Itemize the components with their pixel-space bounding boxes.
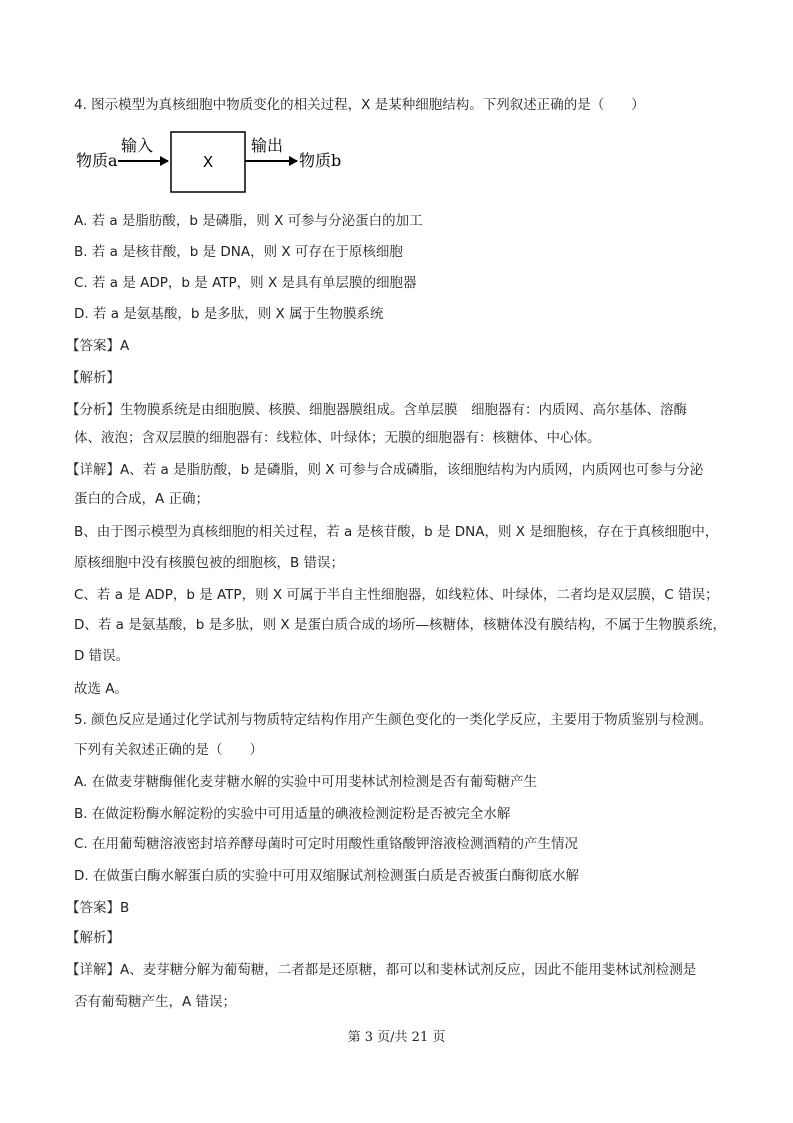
q4-option-d: D. 若 a 是氨基酸，b 是多肽，则 X 属于生物膜系统 — [74, 306, 384, 322]
q5-option-b: B. 在做淀粉酶水解淀粉的实验中可用适量的碘液检测淀粉是否被完全水解 — [74, 806, 511, 822]
q5-analysis-line: 否有葡萄糖产生，A 错误； — [74, 994, 237, 1010]
diagram-substance-b-label: 物质b — [299, 151, 342, 170]
q5-answer: 【答案】B — [66, 900, 130, 916]
q4-analysis-line: 【分析】生物膜系统是由细胞膜、核膜、细胞器膜组成。含单层膜 细胞器有：内质网、高尔基体、溶酶 — [66, 402, 687, 418]
diagram-input-label: 输入 — [121, 136, 154, 155]
q4-analysis-line: D、若 a 是氨基酸，b 是多肽，则 X 是蛋白质合成的场所—核糖体，核糖体没有膜结构，不属于生物膜系统， — [74, 617, 726, 633]
q5-stem: 5. 颜色反应是通过化学试剂与物质特定结构作用产生颜色变化的一类化学反应，主要用于物质鉴别与检测。 — [74, 712, 713, 728]
q4-stem: 4. 图示模型为真核细胞中物质变化的相关过程，X 是某种细胞结构。下列叙述正确的是（ ） — [74, 97, 645, 113]
page-footer: 第 3 页/共 21 页 — [347, 1030, 446, 1045]
diagram-substance-a-label: 物质a — [76, 151, 118, 170]
q4-analysis-line: 蛋白的合成，A 正确； — [74, 491, 210, 507]
q4-analysis-line: 【详解】A、若 a 是脂肪酸，b 是磷脂，则 X 可参与合成磷脂，该细胞结构为内质网，内质网也可参与分泌 — [66, 462, 704, 478]
q4-option-c: C. 若 a 是 ADP，b 是 ATP，则 X 是具有单层膜的细胞器 — [74, 275, 417, 291]
q5-analysis-title: 【解析】 — [66, 930, 120, 946]
q5-option-a: A. 在做麦芽糖酶催化麦芽糖水解的实验中可用斐林试剂检测是否有葡萄糖产生 — [74, 774, 538, 790]
q4-analysis-line: 故选 A。 — [74, 681, 129, 697]
diagram-structure-x-label: X — [202, 153, 214, 171]
q5-option-c: C. 在用葡萄糖溶液密封培养酵母菌时可定时用酸性重铬酸钾溶液检测酒精的产生情况 — [74, 836, 579, 852]
q4-option-a: A. 若 a 是脂肪酸，b 是磷脂，则 X 可参与分泌蛋白的加工 — [74, 213, 423, 229]
q5-analysis-line: 【详解】A、麦芽糖分解为葡萄糖，二者都是还原糖，都可以和斐林试剂反应，因此不能用斐林试剂检测是 — [66, 962, 697, 978]
q4-answer: 【答案】A — [66, 338, 130, 354]
q5-option-d: D. 在做蛋白酶水解蛋白质的实验中可用双缩脲试剂检测蛋白质是否被蛋白酶彻底水解 — [74, 868, 579, 884]
diagram-output-label: 输出 — [251, 136, 284, 155]
q5-stem: 下列有关叙述正确的是（ ） — [74, 742, 263, 758]
q4-analysis-title: 【解析】 — [66, 370, 120, 386]
q4-analysis-line: 原核细胞中没有核膜包被的细胞核，B 错误； — [74, 555, 345, 571]
q4-process-diagram — [0, 126, 793, 196]
q4-analysis-line: C、若 a 是 ADP，b 是 ATP，则 X 可属于半自主性细胞器，如线粒体、叶绿体，二者均是双层膜，C 错误； — [74, 587, 719, 603]
q4-analysis-line: B、由于图示模型为真核细胞的相关过程，若 a 是核苷酸，b 是 DNA，则 X 是细胞核，存在于真核细胞中， — [74, 524, 719, 540]
q4-analysis-line: 体、液泡；含双层膜的细胞器有：线粒体、叶绿体；无膜的细胞器有：核糖体、中心体。 — [74, 430, 601, 446]
q4-option-b: B. 若 a 是核苷酸，b 是 DNA，则 X 可存在于原核细胞 — [74, 244, 403, 260]
q4-analysis-line: D 错误。 — [74, 648, 130, 664]
